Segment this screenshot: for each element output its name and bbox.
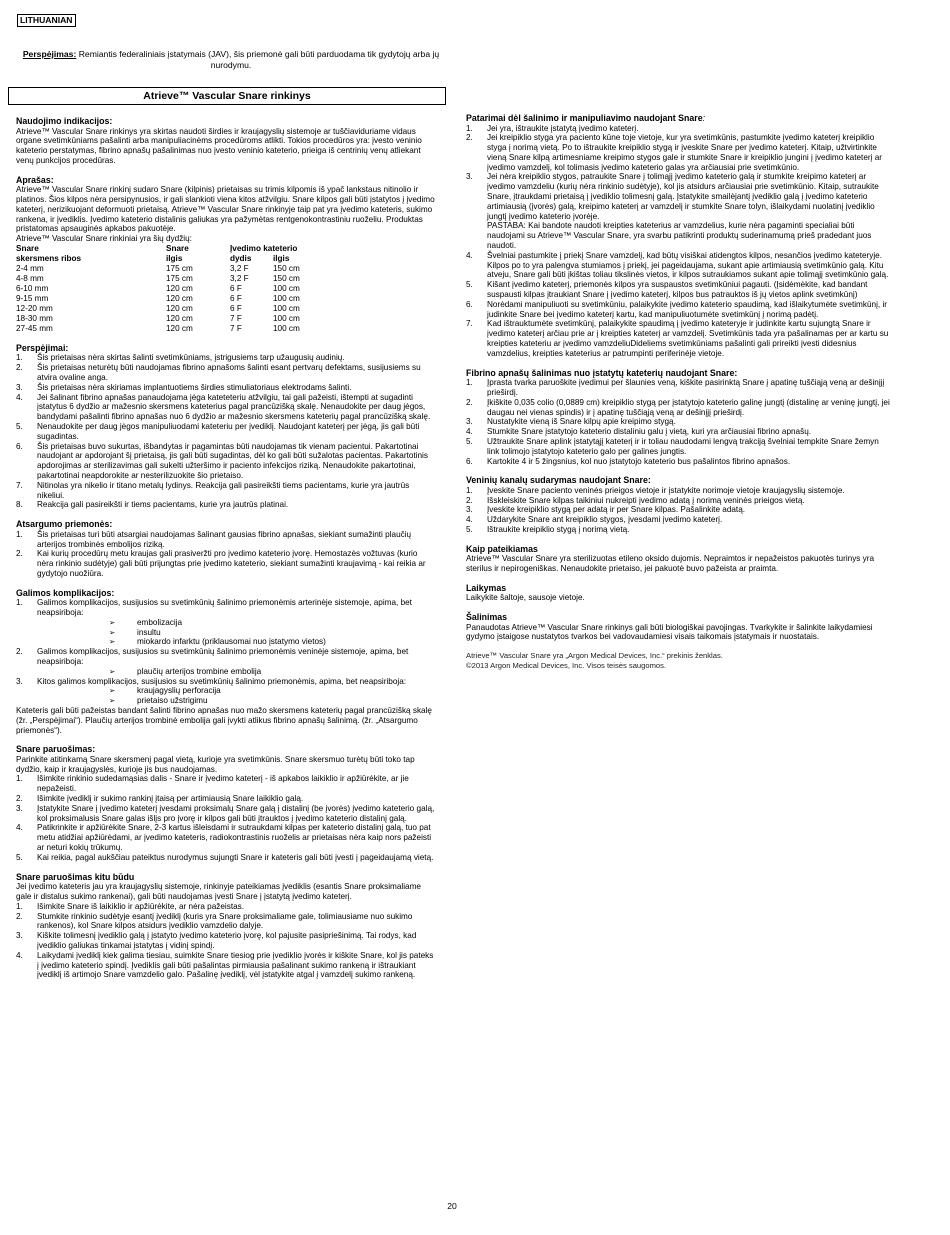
sizes-intro: Atrieve™ Vascular Snare rinkiniai yra šių dydžių: [16,234,192,244]
list-item [466,525,890,535]
list-item [466,398,890,418]
list-item-text: Nenaudokite per daug jėgos manipuliuodami kateteriu per įvediklį. Naudojant kateterį per jėgą, jis gali būti sugadintas. [37,422,420,441]
list-item [466,319,890,358]
table-cell: 120 cm [166,283,193,293]
table-cell: 7 F [230,323,242,333]
list-item-text: Galimos komplikacijos, susijusios su svetimkūnių šalinimo priemonėmis arterinėje sistemoje, apima, bet neapsiriboja: [37,598,412,617]
list-item [466,486,890,496]
warning-text: Remiantis federaliniais įstatymais (JAV), šis priemonė gali būti parduodama tik gydytojų arba jų nurodymu. [76,49,440,70]
warnings-list [16,353,436,510]
list-item-text: Jei kreipiklio styga yra paciento kūne toje vietoje, kur yra svetimkūnis, pastumkite įvedimo kateterį kreipiklio styga į norimą vietą. Po to ištraukite kreipiklio stygą ir įveskite Snare per įvedimo kateterį. Kitaip, užtvirtinkite vieną Snare kilpą artimesniame kreipimo stygos gale ir stumkite Snare ir kreipiklio jungini į įvedimo kateterį ar įvedimo vamzdelį, kol tolimasis įvedimo kateterio galas yra arčiausiai prie svetimkūnio. [487,133,882,172]
list-item [466,437,890,457]
list-item [16,853,436,863]
prep-list [16,774,436,862]
table-cell: 150 cm [273,273,300,283]
prep-heading: Snare paruošimas: [16,744,96,755]
list-item-text: Įveskite Snare paciento veninės prieigos vietoje ir įstatykite norimoje vietoje kraujagyslių sistemoje. [487,485,845,495]
list-item [16,912,436,932]
list-item-text: Įprasta tvarka paruoškite įvedimui per šlaunies veną, kiškite pasirinktą Snare į apatinę tuščiąją veną ar dešinįjį prieširdį. [487,378,885,397]
description-text: Atrieve™ Vascular Snare rinkinį sudaro Snare (kilpinis) prietaisas su trimis kilpomis iš ypač lankstaus nitinolio ir platinos. Šios kilpos nėra persipynusios, ir gali slankioti viena kitos atžvilgiu. Snare kilpos gali būti įstatytos į įvedimo kateterį, nerizikuojant deformuoti prietaisą. Atrieve™ Vascular Snare rinkinyje taip pat yra įvedimo kateteris, sukimo rankena, ir įvediklis. Įvedimo kateterio distalinis galiukas yra pažymėtas rentgenokontrastiniu ruoželiu. Produktas pristatomas apsauginės apkabos pakuotėje. [16,185,435,234]
list-item-text: Reakcija gali pasireikšti ir tiems pacientams, kurie yra jautrūs platinai. [37,500,289,510]
language-label: LITHUANIAN [17,14,76,27]
indications-text: Atrieve™ Vascular Snare rinkinys yra skirtas naudoti širdies ir kraujagyslių sistemoje ar tuščiaviduriame vidaus organe svetimkūniams pašalinti arba manipuliacinėms procedūroms atlikti. Tokios procedūros yra: įvesto veninio kateterio perstatymas, fibrino apnašų pašalinimas nuo įvesto veninio kateterio, prieiga iš centrinių venų atliekant venų punkcijos procedūras. [16,126,422,165]
list-item-text: Kai reikia, pagal aukščiau pateiktus nurodymus sujungti Snare ir kateteris gali būti įvesti į pageidaujamą vietą. [37,852,434,862]
list-item [16,442,436,481]
sizes-table-body [16,264,323,334]
table-cell: 6 F [230,293,242,303]
list-item [466,378,890,398]
list-item [16,951,436,980]
list-item [466,505,890,515]
list-item [466,457,890,467]
list-item [466,133,890,172]
list-item-text: Kartokite 4 ir 5 žingsnius, kol nuo įstatytojo kateterio bus pašalintos fibrino apnašos. [487,456,791,466]
left-column [16,116,436,989]
sub-list-item: ➢ miokardo infarktu (priklausomai nuo įstatymo vietos) [109,637,436,647]
list-item-text: Įkiškite 0,035 colio (0,0889 cm) kreipiklio stygą per įstatytojo kateterio galinę jungtį (distalinę ar veninę jungtį, jei daugau nei vienas spindis) ir į apatinę tuščiąją veną ar dešinįjį prieširdį. [487,397,890,417]
list-item [16,549,436,578]
tips-heading-text: Patarimai dėl šalinimo ir manipuliavimo naudojant Snare [466,113,703,123]
indications-heading: Naudojimo indikacijos: [16,116,113,126]
venous-section [466,475,890,534]
sub-list-item: ➢ plaučių arterijos trombine embolija [109,667,436,677]
list-item-text: Kitos galimos komplikacijos, susijusios su svetimkūnių šalinimo priemonėmis, apima, bet neapsiriboja: [37,676,407,686]
page-number: 20 [447,1201,457,1211]
list-item [466,172,890,250]
table-row [16,274,323,284]
table-header-cell: dydis [230,253,252,263]
list-item [16,500,436,510]
warning-label: Perspėjimas: [22,49,77,59]
list-item-text: Užtraukite Snare aplink įstatytąjį kateterį ir ir toliau naudodami lengvą trakciją švelniai tempkite Snare žemyn link tolimojo įstatytojo kateterio galo per galines jungtis. [487,436,879,456]
table-row [16,324,323,334]
table-cell: 120 cm [166,303,193,313]
list-item-text: Stumkite Snare įstatytojo kateterio distaliniu galu į vietą, kuri yra arčiausiai fibrino apnašų. [487,427,812,437]
list-item [16,794,436,804]
table-cell: 3,2 F [230,263,249,273]
prep-other-intro: Jei įvedimo kateteris jau yra kraujagyslių sistemoje, rinkinyje pateikiamas įvediklis (esantis Snare proksimaliame gale ir distalus sukimo rankenai), gali būti naudojamas įvesti Snare į įstatytą įvedimo kateterį. [16,882,421,901]
tips-heading [466,113,890,124]
supply-text: Atrieve™ Vascular Snare yra sterilizuotas etileno oksido dujomis. Nepraimtos ir nepažeistos pakuotės turinys yra sterilus ir nepirogeniškas. Nenaudokite prietaiso, jei pakuotė buvo pažeista ar praimta. [466,554,875,574]
prep-other-list [16,902,436,980]
list-item-text: Stumkite rinkinio sudėtyje esantį įvediklį (kuris yra Snare proksimaliame gale, tolimiausiame nuo sukimo rankenos), kol Snare kilpos atsidurs įvediklio vamzdelio dalyje. [37,911,413,931]
precautions-section [16,519,436,578]
document-title: Atrieve™ Vascular Snare rinkinys [8,87,446,105]
list-item [16,422,436,442]
description-section [16,175,436,334]
table-cell: 175 cm [166,263,193,273]
list-item-text: Išimkite Snare iš laikiklio ir apžiūrėkite, ar nėra pažeistas. [37,901,245,911]
list-item [16,393,436,422]
table-cell: 3,2 F [230,273,249,283]
table-cell: 6-10 mm [16,283,49,293]
table-cell: 100 cm [273,313,300,323]
table-cell: 9-15 mm [16,293,49,303]
list-item-text: Išimkite įvediklį ir sukimo rankinį įtaisą per artimiausią Snare laikiklio galą. [37,794,304,804]
list-item-text: Laikydami įvediklį kiek galima tiesiau, suimkite Snare tiesiog prie įvediklio įvorės ir kiškite Snare, kol jis pateks į įvedimo kateterio spindį. Įvediklis gali būti pašalintas pirmiausia pašalinant sukimo rankeną ir ištraukiant įvediklį iš artimojo Snare vamzdelio galo. Pašalinę įvediklį, vėl įstatykite atgal į vamzdelį sukimo rankeną. [37,950,434,980]
sub-list-item: ➢ embolizacija [109,618,436,628]
fibrin-list [466,378,890,466]
indications-section [16,116,436,166]
precautions-heading: Atsargumo priemonės: [16,519,113,530]
supply-section [466,544,890,574]
list-item [466,124,890,134]
complications-heading: Galimos komplikacijos: [16,587,115,598]
list-item-text: Šis prietaisas turi būti atsargiai naudojamas šalinant gausias fibrino apnašas, siekiant sumažinti plaučių arterijos trombinės embolijos riziką. [37,529,412,549]
list-item-text: Švelniai pastumkite į priekį Snare vamzdelį, kad būtų visiškai atidengtos kilpos, nesančios įvedimo kateteryje. Kilpos po to yra palengva stumiamos į priekį, jei pageidaujama, sukant apie artimiausią svetimkūnio galą. Kitu atveju, Snare gali būti įkištas toliau tikslinės vietos, ir kilpos sutraukiamos sukant apie tolimąjį svetimkūnio galą. [487,250,889,280]
table-row [16,284,323,294]
list-item [16,353,436,363]
fibrin-heading: Fibrino apnašų šalinimas nuo įstatytų kateterių naudojant Snare: [466,367,738,378]
table-header-row [16,254,323,264]
table-cell: 12-20 mm [16,303,53,313]
tips-section [466,113,890,359]
sub-list-item: ➢ kraujagyslių perforacija [109,686,436,696]
table-header-cell: Įvedimo kateterio [230,243,298,253]
table-cell: 120 cm [166,323,193,333]
table-cell: 120 cm [166,313,193,323]
list-item [16,804,436,824]
copyright-notice: ©2013 Argon Medical Devices, Inc. Visos teisės saugomos. [466,660,667,670]
warnings-section [16,343,436,510]
table-row [16,264,323,274]
list-item-text: Įveskite kreipiklio stygą per adatą ir per Snare kilpas. Pašalinkite adatą. [487,505,746,515]
table-cell: 2-4 mm [16,263,44,273]
list-item-text: Norėdami manipuliuoti su svetimkūniu, palaikykite įvedimo kateterio spaudimą, kad išlaikytumėte svetimkūnį, ir judinkite Snare bei įvedimo kateterį kartu, kad manipuliuotumėte svetimkūnį į norimą padėtį. [487,299,887,319]
table-header-cell: ilgis [166,253,183,263]
list-item [16,677,436,706]
list-item [16,481,436,501]
table-row [16,294,323,304]
prep-intro: Parinkite atitinkamą Snare skersmenį pagal vietą, kurioje yra svetimkūnis. Snare skersmuo turėtų būti toko tap dydžio, kaip ir kraujagyslės, kurioje jis bus naudojamas. [16,754,415,774]
disposal-heading: Šalinimas [466,612,508,623]
sub-list [37,686,436,706]
list-item-text: Išimkite rinkinio sudedamąsias dalis - Snare ir įvedimo kateterį - iš apkabos laikiklio ir apžiūrėkite, ar jie nepažeisti. [37,774,409,794]
list-item-text: Nustatykite vieną iš Snare kilpų apie kreipimo stygą. [487,417,676,427]
sizes-table [16,244,323,334]
prep-other-heading: Snare paruošimas kitu būdu [16,871,135,882]
supply-heading: Kaip pateikiamas [466,543,538,554]
table-cell: 27-45 mm [16,323,53,333]
list-item [16,647,436,676]
complications-note: Kateteris gali būti pažeistas bandant šalinti fibrino apnašas nuo mažo skersmens kateterių pagal prancūzišką skalę (žr. „Perspėjimai“). Plaučių arterijos trombinė embolija gali įvykti atlikus fibrino apnašų šalinimą. (žr. „Atsargumo priemonės“). [16,705,432,735]
list-item [16,530,436,550]
list-item-text: Išskleiskite Snare kilpas taikiniui nukreipti įvedimo adatą į norimą veninės prieigos vietą. [487,495,805,505]
list-item [466,515,890,525]
prep-other-section [16,872,436,980]
disposal-text: Panaudotas Atrieve™ Vascular Snare rinkinys gali būti biologiškai pavojingas. Tvarkykite ir šalinkite laikydamiesi gydymo įstaigose nustatytos tvarkos bei vadovaudamiesi visais taikomais įstatymais ir nuostatais. [466,622,873,642]
table-row [16,304,323,314]
list-item-text: Jei yra, ištraukite įstatytą įvedimo kateterį. [487,123,639,133]
sub-list [37,667,436,677]
list-item-text: Šis prietaisas nėra skiriamas implantuotiems širdies stimuliatoriaus elektrodams šalinti. [37,382,352,392]
list-item [466,417,890,427]
complications-list [16,598,436,706]
list-item-text: Patikrinkite ir apžiūrėkite Snare, 2-3 kartus išleisdami ir sutraukdami kilpas per kateterio distalinį galą, tuo pat metu atidžiai apžiūrėdami, ar įvedimo kateteris, radiokontrastinis ruoželis ar prietaisas nėra kaip nors pažeisti ar neturi kokių trūkumų. [37,823,432,853]
list-item-text: Uždarykite Snare ant kreipiklio stygos, įvesdami įvedimo kateterį. [487,515,723,525]
trademark-notice: Atrieve™ Vascular Snare yra „Argon Medical Devices, Inc.“ prekinis ženklas. [466,651,723,661]
description-heading: Aprašas: [16,174,54,185]
list-item [16,931,436,951]
list-item-text: Nitinolas yra nikelio ir titano metalų lydinys. Reakcija gali pasireikšti tiems pacientams, kurie yra jautrūs nikeliui. [37,480,410,500]
table-cell: 18-30 mm [16,313,53,323]
list-item [16,774,436,794]
list-item [466,280,890,300]
list-item [466,496,890,506]
list-item [16,363,436,383]
table-cell: 120 cm [166,293,193,303]
table-cell: 6 F [230,283,242,293]
table-header-cell: Snare [166,243,189,253]
list-item [16,598,436,647]
list-item-note: PASTABA: Kai bandote naudoti kreipties kateterius ar vamzdelius, kurie nėra pagaminti specialiai būti naudojami su Atrieve™ Vascular Snare, yra svarbu patikrinti produktų suderinamumą prieš pradedant juos naudoti. [487,221,872,251]
list-item-text: Įstatykite Snare į įvedimo kateterį įvesdami proksimalų Snare galą į distalinį (be įvorės) įvedimo kateterio galą, kol proksimalusis Snare galas išlįs pro įvorę ir kilpos gali būti įtrauktos į įvedimo kateterio distalinį galą. [37,803,435,823]
list-item-text: Šis prietaisas buvo sukurtas, išbandytas ir pagamintas būti naudojamas tik vienam pacientui. Pakartotinai naudojant ar apdorojant šį prietaisą, jis gali būti sugadintas, dėl ko gali būti sužalotas pacientas. Pakartotinis apdorojimas ar sterilizavimas gali sukelti užteršimo ir paciento infekcijos riziką. Nenaudokite pakartotinai, pakartotinai neapdorokite ar nesterilizuokite šio prietaiso. [37,441,428,481]
table-cell: 100 cm [273,283,300,293]
table-cell: 100 cm [273,323,300,333]
storage-text: Laikykite šaltoje, sausoje vietoje. [466,593,585,603]
federal-warning [20,49,442,70]
list-item-text: Kiškite tolimesnį įvediklio galą į įstatyto įvedimo kateterio įvorę, kol pajusite pasipriešinimą. Tai rodys, kad įvediklio galiukas tinkamai įstatytas į vidinį spindį. [37,931,417,950]
prep-section [16,744,436,862]
list-item [16,383,436,393]
sub-list-item: ➢ insultu [109,628,436,638]
storage-section [466,583,890,603]
table-header-cell: skersmens ribos [16,253,82,263]
table-cell: 4-8 mm [16,273,44,283]
list-item-text: Jei nėra kreipiklio stygos, patraukite Snare į tolimąjį įvedimo kateterio galą ir stumkite kreipimo kateterį ar įvedimo vamzdeliu (kurių nėra rinkinio sudėtyje), kol jis atsidurs arčiausiai prie svetimkūnio. Kitaip, sutraukite Snare, įtraukdami prietaisą į įvediklio tolimesnį galą. Įstatykite smailėjantį įvediklio galą į įvedimo kateterio artimiausią (įvorės) galą, kreipimo kateterį ar vamzdelį ir stumkite Snare tolyn, išlaikydami nuolatinį įvediklio jungtį įvedimo kateterio įvorėje. [487,172,879,221]
table-cell: 150 cm [273,263,300,273]
list-item-text: Šis prietaisas nėra skirtas šalinti svetimkūniams, įstrigusiems tarp užaugusių audinių. [37,353,345,363]
warnings-heading: Perspėjimai: [16,342,69,353]
venous-list [466,486,890,535]
list-item [466,300,890,320]
right-column [466,113,890,670]
precautions-list [16,530,436,579]
disposal-section [466,612,890,642]
table-cell: 175 cm [166,273,193,283]
list-item-text: Kad ištrauktumėte svetimkūnį, palaikykite spaudimą į įvedimo kateteryje ir judinkite kartu sujungtą Snare ir įvedimo kateterį arčiau prie ar į kreipties kateterį ar vamzdelį. Svetimkūnis tada yra pašalinamas per ar kartu su kreipties kateteriu ar įvedimo vamzdeliuDideliems svetimkūniams pašalinti gali prireikti įvesti didesnius vamzdelius, kreipties kateterius ar patrumpinti periferinėje vietoje. [487,319,889,358]
list-item-text: Jei šalinant fibrino apnašas panaudojama jėga kateteteriu atžvilgiu, tai gali pažeisti, ištempti at sugadinti įstatytus 6 dydžio ar mažesnio skersmens kateterius pagal prancūzišką skalę. Nenaudokite per daug jėgos, bandydami pašalinti fibrino apnašas nuo 6 dydžio ar mažesnio skersmens kateterių pagal prancūzišką skalę. [37,392,431,422]
list-item [466,251,890,280]
table-cell: 6 F [230,303,242,313]
table-cell: 100 cm [273,293,300,303]
list-item [466,427,890,437]
tips-list [466,124,890,359]
table-header-cell: ilgis [273,253,290,263]
storage-heading: Laikymas [466,582,507,593]
table-row [16,314,323,324]
sub-list [37,618,436,647]
tips-heading-suffix: : [702,113,706,123]
list-item-text: Galimos komplikacijos, susijusios su svetimkūnių šalinimo priemonėmis veninėje sistemoje, apima, bet neapsiriboja: [37,647,409,666]
list-item-text: Kišant įvedimo kateterį, priemonės kilpos yra suspaustos svetimkūniui pagauti. (Įsidėmėkite, kad bandant suspausti kilpas įtraukiant Snare į įvedimo kateterį, kilpos bus patrauktos iš jų vietos aplink svetimkūnį) [487,280,868,300]
list-item [16,823,436,852]
list-item-text: Kai kurių procedūrų metu kraujas gali prasiveržti pro įvedimo kateterio įvorę. Hemostazės vožtuvas (kurio nėra rinkinio sudėtyje) gali būti prijungtas prie įvedimo kateterio, siekiant sumažinti kraujavimą - kai reikia ar gydytojo nuožiūra. [37,549,426,578]
list-item [16,902,436,912]
table-cell: 7 F [230,313,242,323]
table-header-row [16,244,323,254]
venous-heading: Veninių kanalų sudarymas naudojant Snare: [466,475,651,486]
fibrin-section [466,368,890,467]
table-cell: 100 cm [273,303,300,313]
table-header-cell: Snare [16,243,39,253]
list-item-text: Ištraukite kreipiklio stygą į norimą vietą. [487,524,630,534]
list-item-text: Šis prietaisas neturėtų būti naudojamas fibrino apnašoms šalinti esant pertvarų defektams, susijusiems su atvira ovaline anga. [37,363,421,383]
complications-section [16,588,436,736]
sub-list-item: ➢ prietaiso užstrigimu [109,696,436,706]
